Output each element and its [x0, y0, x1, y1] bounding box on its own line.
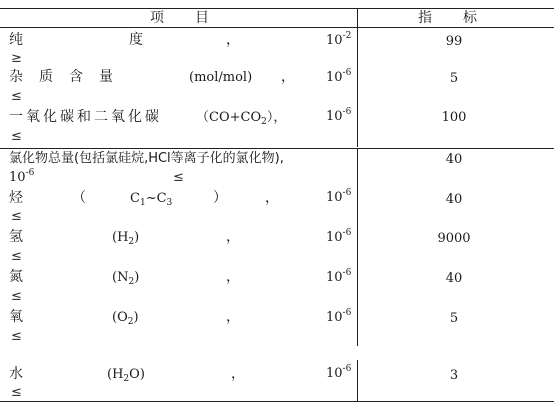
row-unit: $10^{-2}$ — [326, 31, 352, 48]
row-name: 氢 — [9, 229, 24, 245]
row-name: 杂 质 含 量 — [9, 69, 114, 85]
header-bottom-rule — [0, 27, 554, 28]
row-comma: ， — [226, 269, 241, 285]
row-compare-sign: ≤ — [11, 129, 22, 144]
row-formula: $(H_2)$ — [112, 230, 140, 247]
row-name: 烃 — [9, 190, 24, 206]
row-name: 氮 — [9, 269, 24, 285]
row-unit-label: (mol/mol) — [189, 70, 253, 85]
row-unit: $10^{-6}$ — [326, 68, 352, 85]
row-name: 一氧化碳和二氧化碳 — [9, 109, 162, 125]
row-comma: ， — [231, 366, 246, 382]
row-paren-open: （ — [72, 190, 87, 206]
row-comma: ， — [281, 69, 296, 85]
row-formula: $(H_2O)$ — [107, 367, 145, 384]
row-formula: $(N_2)$ — [112, 270, 140, 287]
row-unit: $10^{-6}$ — [326, 107, 352, 124]
row-comma: ， — [226, 309, 241, 325]
row-unit: $10^{-6}$ — [326, 308, 352, 325]
row-comma: ， — [265, 190, 280, 206]
row-formula: $C_1\sim C_3$ — [130, 191, 173, 208]
table-bottom-rule — [0, 401, 554, 402]
row-value: 5 — [449, 311, 459, 326]
row-formula: $(CO+CO_2)$， — [196, 110, 287, 127]
row-compare-sign: ≤ — [11, 329, 22, 344]
row-value: 40 — [445, 192, 463, 207]
column-divider-last — [357, 360, 358, 401]
row-compare-sign: ≥ — [11, 51, 22, 66]
header-item: 项 目 — [150, 10, 210, 26]
row-name: 氯化物总量(包括氯硅烷,HCl等离子化的氯化物), — [9, 151, 284, 166]
row-value: 40 — [445, 271, 463, 286]
column-divider-lower — [357, 149, 358, 346]
row-compare-sign: ≤ — [11, 385, 22, 400]
row-value: 40 — [445, 152, 463, 167]
row-unit: $10^{-6}$ — [326, 228, 352, 245]
row-compare-sign: ≤ — [11, 209, 22, 224]
row-value: 99 — [445, 34, 463, 49]
row-unit: $10^{-6}$ — [9, 168, 35, 185]
row-value: 9000 — [437, 231, 471, 246]
row-comma: ， — [226, 32, 241, 48]
row-value: 3 — [449, 368, 459, 383]
row-comma: ， — [226, 229, 241, 245]
row-compare-sign: ≤ — [173, 170, 184, 185]
row-unit: $10^{-6}$ — [326, 364, 352, 381]
row-value: 5 — [449, 71, 459, 86]
row-name: 纯 度 — [9, 32, 144, 48]
row-unit: $10^{-6}$ — [326, 188, 352, 205]
column-divider — [357, 8, 358, 147]
table-top-rule — [0, 8, 554, 9]
row-name: 水 — [9, 366, 24, 382]
header-value: 指 标 — [418, 10, 478, 26]
row-formula: $(O_2)$ — [112, 310, 139, 327]
row-name: 氧 — [9, 309, 24, 325]
row-compare-sign: ≤ — [11, 289, 22, 304]
row-compare-sign: ≤ — [11, 249, 22, 264]
section-divider-rule — [0, 148, 554, 149]
row-compare-sign: ≤ — [11, 89, 22, 104]
row-unit: $10^{-6}$ — [326, 268, 352, 285]
row-value: 100 — [441, 110, 467, 125]
row-paren-close: ） — [213, 190, 228, 206]
